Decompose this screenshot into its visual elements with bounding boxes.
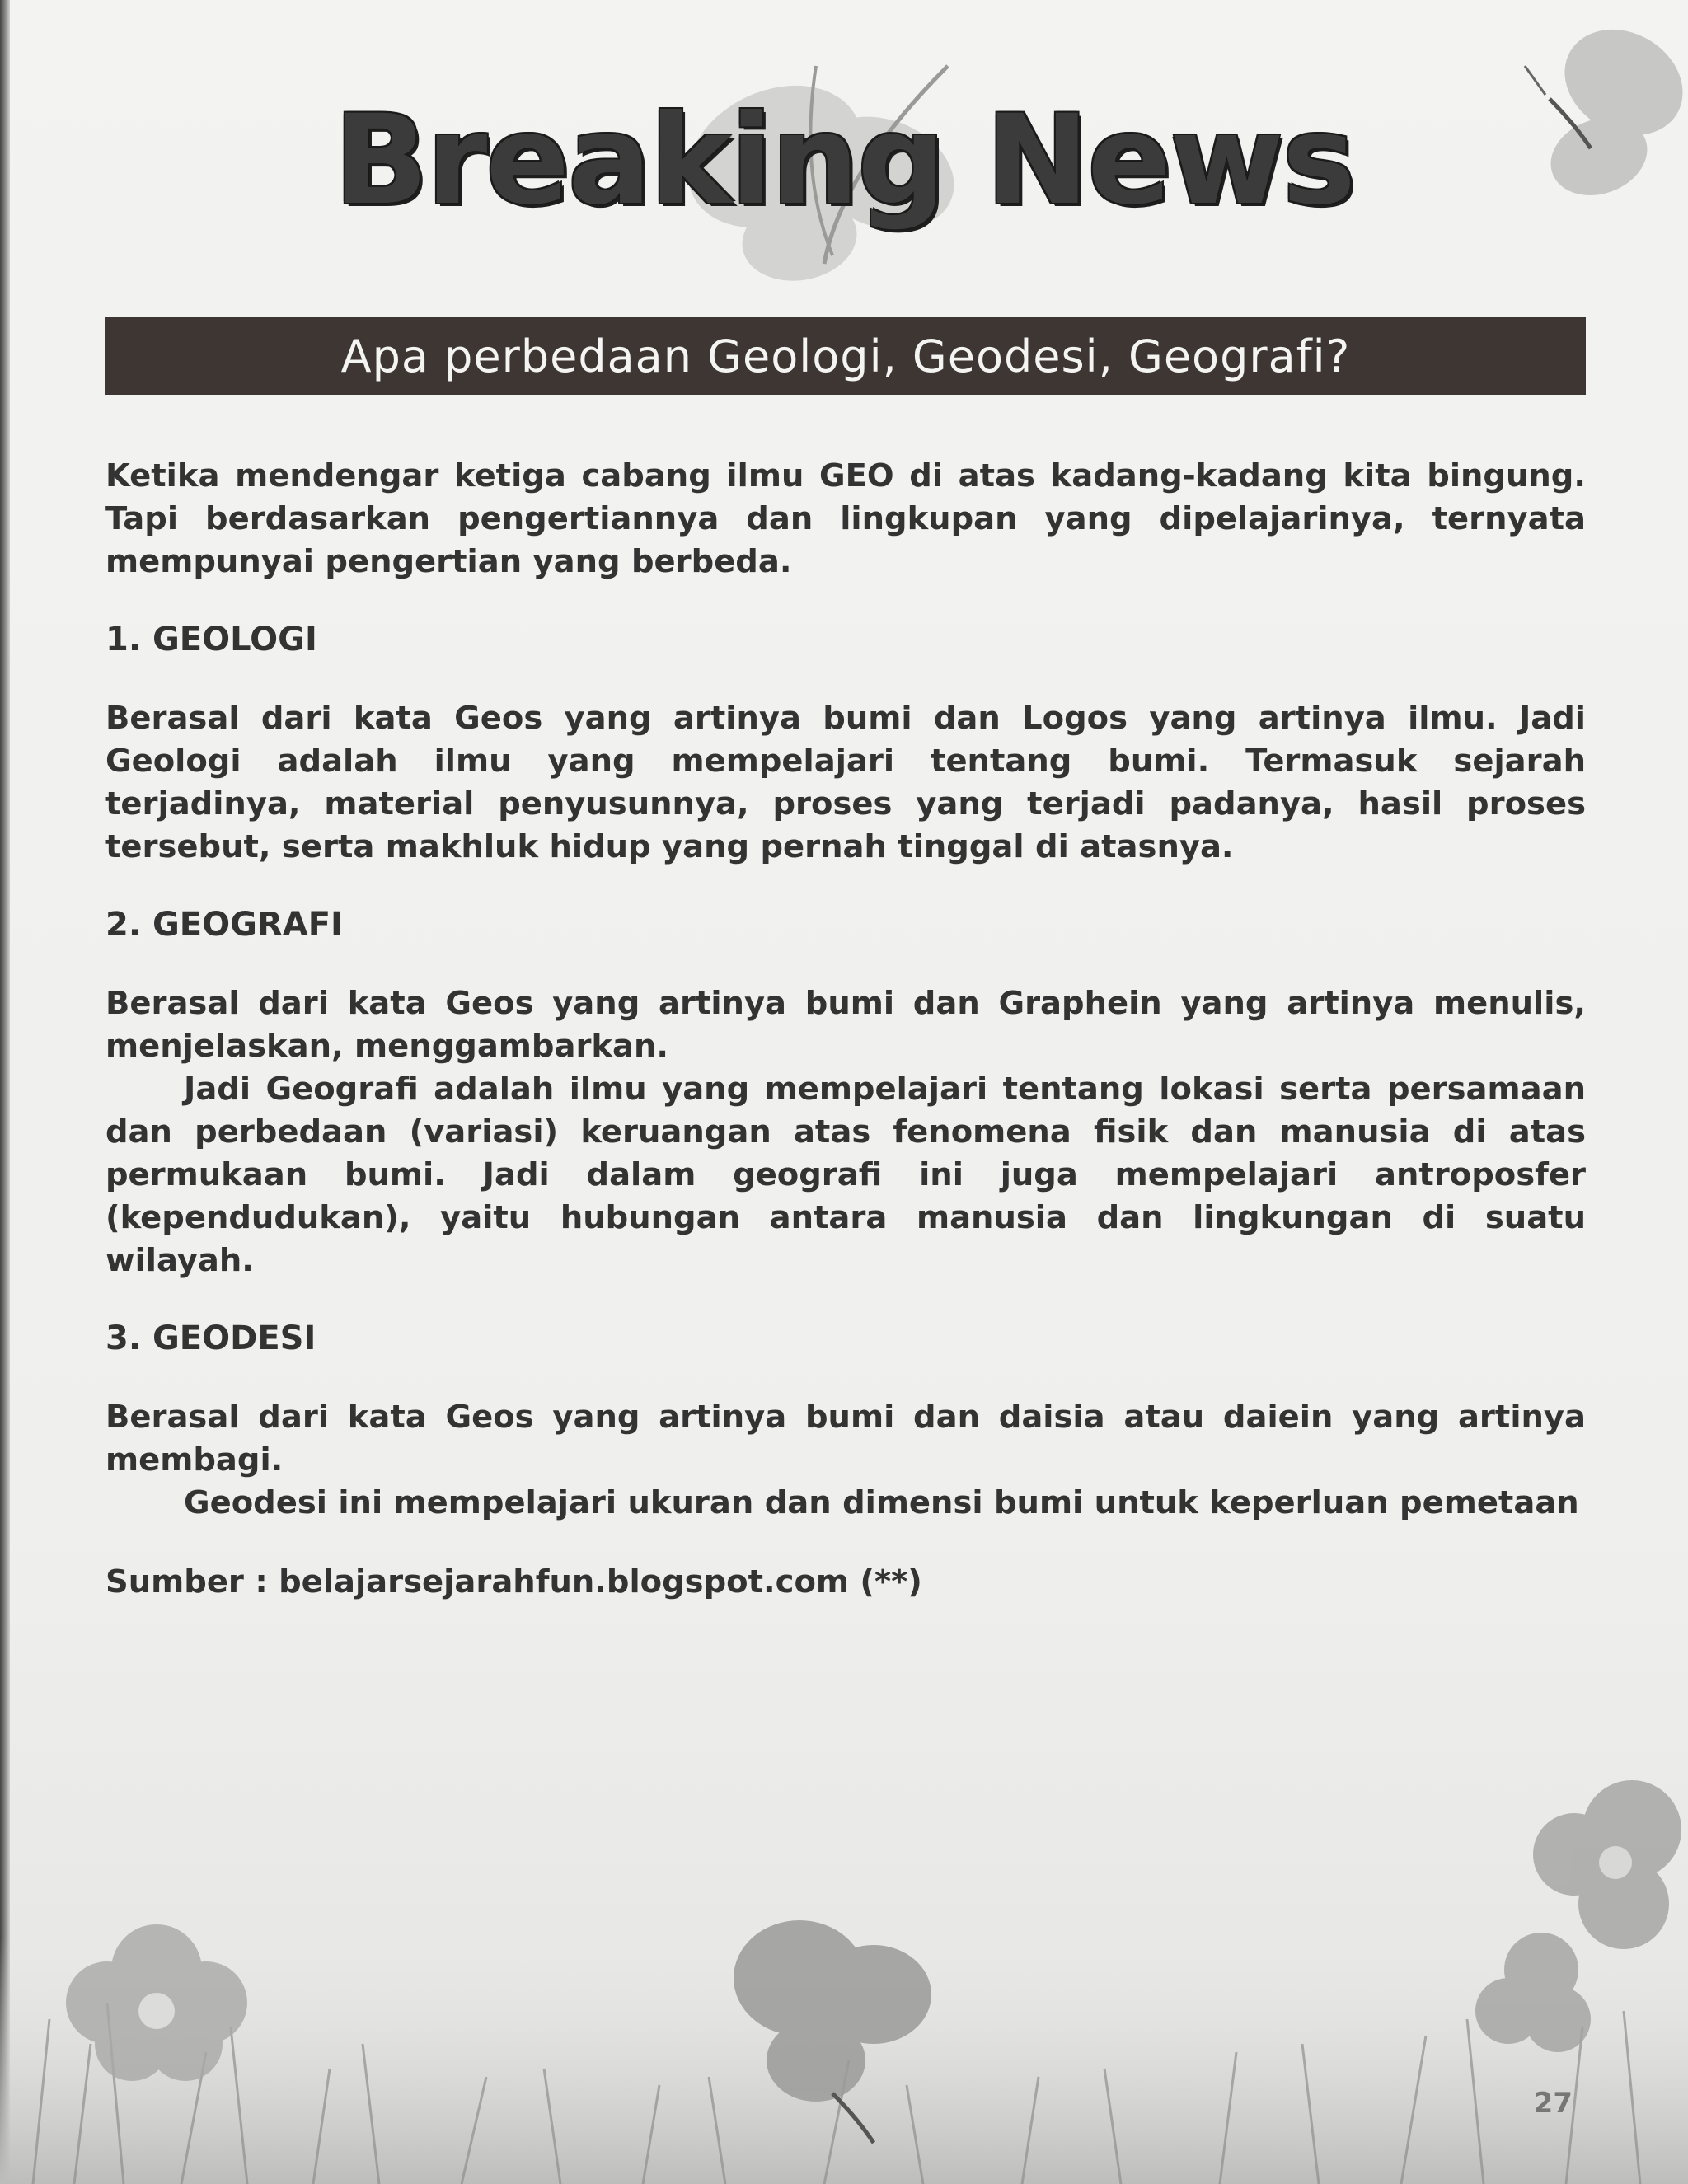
article-body [106,455,1586,1604]
source-citation: Sumber : belajarsejarahfun.blogspot.com (**) [106,1563,922,1601]
geodesi-paragraph-1: Berasal dari kata Geos yang artinya bumi dan daisia atau daiein yang artinya membagi. [106,1399,1586,1479]
section-heading-geografi: 2. GEOGRAFI [106,906,343,944]
headline-text: Apa perbedaan Geologi, Geodesi, Geografi? [340,330,1351,382]
geografi-paragraph-2: Jadi Geografi adalah ilmu yang mempelajari tentang lokasi serta persamaan dan perbedaan (variasi) keruangan atas fenomena fisik dan manusia di atas permukaan bumi. Jadi dalam geografi ini juga mempelajari antroposfer (kependudukan), yaitu hubungan antara manusia dan lingkungan di suatu wilayah. [106,1071,1586,1279]
section-heading-geodesi: 3. GEODESI [106,1319,316,1357]
flower-icon [1418,1764,1688,2110]
section-heading-geologi: 1. GEOLOGI [106,621,317,658]
page-title: Breaking News [334,89,1354,232]
geografi-paragraph-1: Berasal dari kata Geos yang artinya bumi dan Graphein yang artinya menulis, menjelaskan, menggambarkan. [106,985,1586,1065]
geodesi-paragraph-2: Geodesi ini mempelajari ukuran dan dimensi bumi untuk keperluan pemetaan [184,1484,1579,1521]
intro-paragraph: Ketika mendengar ketiga cabang ilmu GEO di atas kadang-kadang kita bingung. Tapi berdasarkan pengertiannya dan lingkupan yang dipelajarinya, ternyata mempunyai pengertian yang berbeda. [106,457,1586,580]
flower-icon [16,1879,297,2126]
butterfly-icon [709,1904,973,2151]
geologi-paragraph: Berasal dari kata Geos yang artinya bumi dan Logos yang artinya ilmu. Jadi Geologi adalah ilmu yang mempelajari tentang bumi. Termasuk sejarah terjadinya, material penyusunnya, proses yang terjadi padanya, hasil proses tersebut, serta makhluk hidup yang pernah tinggal di atasnya. [106,700,1586,865]
page-number: 27 [1533,2087,1573,2120]
headline-banner [106,317,1586,395]
